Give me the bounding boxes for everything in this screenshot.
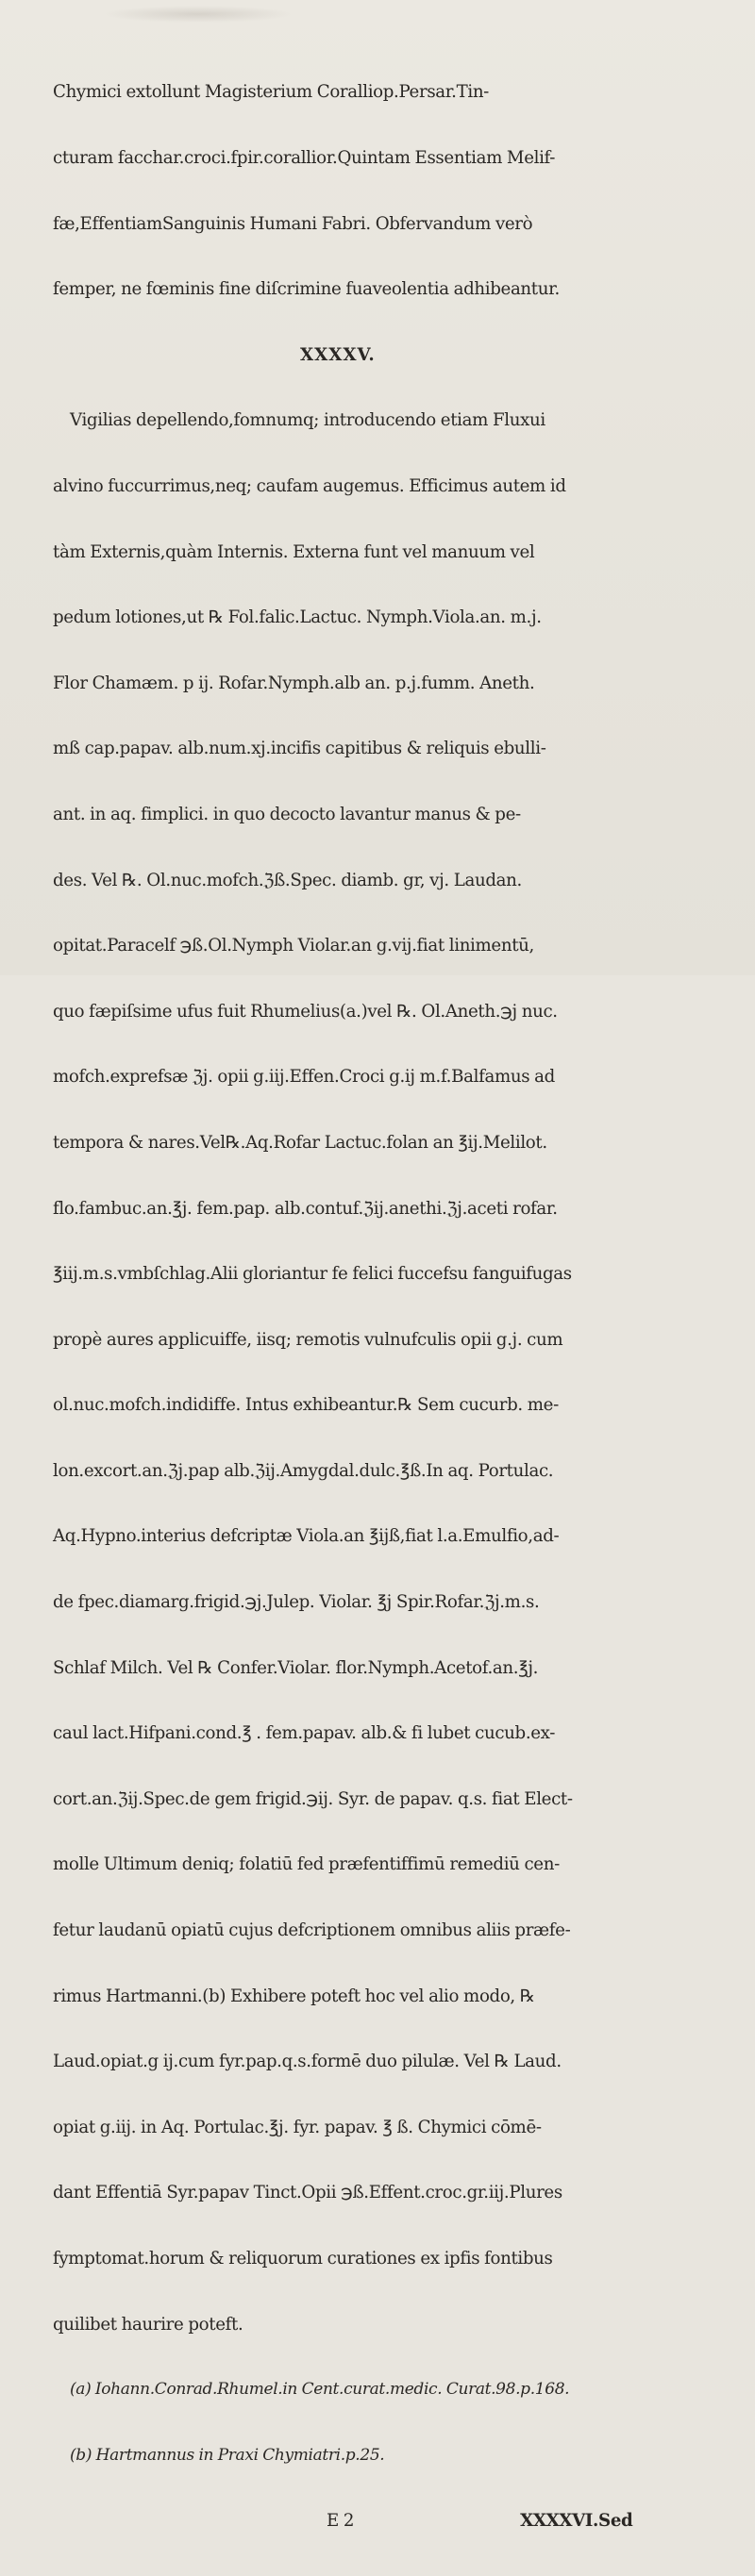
text-line: rimus Hartmanni.(b) Exhibere poteft hoc vel alio modo, ℞	[53, 1986, 535, 2006]
text-line: femper, ne fœminis fine diſcrimine fuaveolentia adhibeantur.	[53, 279, 560, 300]
text-line: flo.fambuc.an.℥j. fem.pap. alb.contuf.ℨij.anethi.ℨj.aceti rofar.	[53, 1198, 558, 1219]
text-line: Flor Chamæm. p ij. Rofar.Nymph.alb an. p.j.fumm. Aneth.	[53, 673, 535, 693]
text-line: caul lact.Hifpani.cond.℥ . fem.papav. alb.& fi lubet cucub.ex-	[53, 1723, 556, 1744]
footnote: (a) Iohann.Conrad.Rhumel.in Cent.curat.medic. Curat.98.p.168.	[70, 2380, 570, 2400]
text-line: Vigilias depellendo,fomnumq; introducendo etiam Fluxui	[70, 410, 545, 431]
signature-mark: E 2	[327, 2511, 355, 2532]
text-line: cort.an.ℨij.Spec.de gem frigid.℈ij. Syr. de papav. q.s. fiat Elect-	[53, 1788, 573, 1809]
text-line: de fpec.diamarg.frigid.℈j.Julep. Violar. ℥j Spir.Rofar.ℨj.m.s.	[53, 1592, 540, 1613]
text-line: quo fæpiſsime ufus fuit Rhumelius(a.)vel ℞. Ol.Aneth.℈j nuc.	[53, 1001, 558, 1022]
text-line: fymptomat.horum & reliquorum curationes ex ipfis fontibus	[53, 2249, 553, 2269]
footnote: (b) Hartmannus in Praxi Chymiatri.p.25.	[70, 2445, 385, 2465]
text-line: opiat g.iij. in Aq. Portulac.℥j. fyr. papav. ℥ ß. Chymici cōmē-	[53, 2117, 542, 2137]
page-stain	[104, 6, 293, 23]
text-line: cturam facchar.croci.fpir.corallior.Quintam Essentiam Melif-	[53, 148, 556, 168]
text-line: ol.nuc.mofch.indidiffe. Intus exhibeantur.℞ Sem cucurb. me-	[53, 1395, 559, 1416]
catchword: XXXXVI.Sed	[520, 2511, 633, 2532]
text-line: ℥iij.m.s.vmbſchlag.Alii gloriantur fe felici fuccefsu fanguifugas	[53, 1264, 572, 1285]
section-number: XXXXV.	[300, 344, 376, 365]
text-line: molle Ultimum deniq; folatiū fed præfentiffimū remediū cen-	[53, 1854, 560, 1875]
body-text	[53, 38, 698, 2576]
text-line: Laud.opiat.g ij.cum fyr.pap.q.s.formē duo pilulæ. Vel ℞ Laud.	[53, 2052, 562, 2072]
text-line: Chymici extollunt Magisterium Coralliор.Persar.Tin-	[53, 82, 489, 103]
text-line: des. Vel ℞. Ol.nuc.mofch.ℨß.Spec. diamb. gr, vj. Laudan.	[53, 870, 522, 890]
text-line: tàm Externis,quàm Internis. Externa funt vel manuum vel	[53, 541, 535, 562]
text-line: pedum lotiones,ut ℞ Fol.falic.Lactuc. Nymph.Viola.an. m.j.	[53, 607, 542, 628]
text-line: fæ,EffentiamSanguinis Humani Fabri. Obfervandum verò	[53, 213, 533, 234]
text-line: ant. in aq. fimplici. in quo decocto lavantur manus & pe-	[53, 804, 521, 824]
text-line: propè aures applicuiffe, iisq; remotis vulnufculis opii g.j. cum	[53, 1329, 563, 1350]
text-line: mofch.exprefsæ ℨj. opii g.iij.Effen.Croci g.ij m.f.Balfamus ad	[53, 1067, 555, 1088]
text-line: Aq.Hypno.interius defcriptæ Viola.an ℥ijß,fiat l.a.Emulfio,ad-	[53, 1526, 560, 1547]
text-line: tempora & nares.Vel℞.Aq.Rofar Lactuc.folan an ℥ij.Melilot.	[53, 1132, 547, 1153]
text-line: opitat.Paracelf ℈ß.Ol.Nymph Violar.an g.vij.fiat linimentū,	[53, 936, 534, 956]
text-line: lon.excort.an.ℨj.pap alb.ℨij.Amygdal.dulc.℥ß.In aq. Portulac.	[53, 1460, 554, 1481]
text-line: quilibet haurire poteft.	[53, 2314, 243, 2335]
text-line: mß cap.papav. alb.num.xj.incifis capitibus & reliquis ebulli-	[53, 739, 546, 759]
text-line: dant Effentiā Syr.papav Tinct.Opii ℈ß.Effent.croc.gr.iij.Plures	[53, 2183, 562, 2203]
text-line: fetur laudanū opiatū cujus defcriptionem omnibus aliis præfe-	[53, 1920, 571, 1941]
text-line: Schlaf Milch. Vel ℞ Confer.Violar. flor.Nymph.Acetof.an.℥j.	[53, 1657, 539, 1678]
page-foot	[53, 2510, 698, 2532]
text-line: alvino fuccurrimus,neq; caufam augemus. Efficimus autem id	[53, 475, 566, 496]
